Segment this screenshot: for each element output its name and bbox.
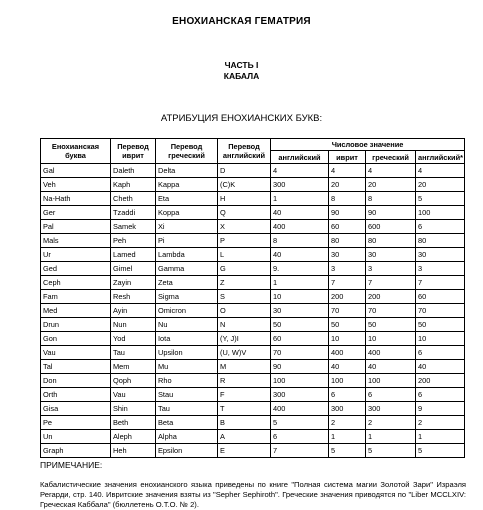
cell-greek: Kappa xyxy=(156,178,218,192)
cell-hebrew: Heh xyxy=(111,444,156,458)
cell-num-hebrew: 4 xyxy=(329,164,366,178)
cell-hebrew: Ayin xyxy=(111,304,156,318)
cell-greek: Delta xyxy=(156,164,218,178)
header-num-greek: греческий xyxy=(366,151,416,164)
table-row xyxy=(41,234,465,248)
cell-english: E xyxy=(218,444,271,458)
cell-num-english: 300 xyxy=(271,388,329,402)
cell-num-greek: 40 xyxy=(366,360,416,374)
cell-hebrew: Beth xyxy=(111,416,156,430)
cell-english: D xyxy=(218,164,271,178)
cell-hebrew: Mem xyxy=(111,360,156,374)
cell-enochian: Graph xyxy=(41,444,111,458)
table-row xyxy=(41,304,465,318)
table-row xyxy=(41,444,465,458)
cell-english: (Y, J)I xyxy=(218,332,271,346)
cell-english: M xyxy=(218,360,271,374)
cell-num-greek: 7 xyxy=(366,276,416,290)
cell-num-english-alt: 9 xyxy=(416,402,465,416)
cell-hebrew: Yod xyxy=(111,332,156,346)
cell-num-hebrew: 7 xyxy=(329,276,366,290)
cell-hebrew: Daleth xyxy=(111,164,156,178)
cell-greek: Mu xyxy=(156,360,218,374)
cell-english: Z xyxy=(218,276,271,290)
cell-hebrew: Zayin xyxy=(111,276,156,290)
cell-greek: Zeta xyxy=(156,276,218,290)
table-title: АТРИБУЦИЯ ЕНОХИАНСКИХ БУКВ: xyxy=(160,113,323,124)
cell-enochian: Gal xyxy=(41,164,111,178)
table-row xyxy=(41,164,465,178)
cell-num-english-alt: 100 xyxy=(416,206,465,220)
cell-english: O xyxy=(218,304,271,318)
cell-num-greek: 90 xyxy=(366,206,416,220)
cell-num-english-alt: 10 xyxy=(416,332,465,346)
part-number: ЧАСТЬ I xyxy=(224,60,259,70)
cell-english: H xyxy=(218,192,271,206)
cell-num-english: 7 xyxy=(271,444,329,458)
cell-english: (C)K xyxy=(218,178,271,192)
cell-num-hebrew: 60 xyxy=(329,220,366,234)
cell-num-hebrew: 80 xyxy=(329,234,366,248)
table-row xyxy=(41,416,465,430)
header-num-english: английский xyxy=(271,151,329,164)
cell-enochian: Gisa xyxy=(41,402,111,416)
part-heading xyxy=(0,60,483,82)
cell-english: P xyxy=(218,234,271,248)
cell-greek: Gamma xyxy=(156,262,218,276)
cell-num-greek: 5 xyxy=(366,444,416,458)
cell-num-greek: 30 xyxy=(366,248,416,262)
cell-greek: Upsilon xyxy=(156,346,218,360)
cell-num-english: 4 xyxy=(271,164,329,178)
table-row xyxy=(41,276,465,290)
cell-num-english: 8 xyxy=(271,234,329,248)
table-row xyxy=(41,192,465,206)
cell-num-hebrew: 70 xyxy=(329,304,366,318)
cell-num-greek: 200 xyxy=(366,290,416,304)
cell-enochian: Pal xyxy=(41,220,111,234)
cell-enochian: Un xyxy=(41,430,111,444)
cell-num-english-alt: 50 xyxy=(416,318,465,332)
cell-num-hebrew: 6 xyxy=(329,388,366,402)
cell-greek: Beta xyxy=(156,416,218,430)
cell-hebrew: Lamed xyxy=(111,248,156,262)
cell-num-hebrew: 8 xyxy=(329,192,366,206)
cell-num-english: 40 xyxy=(271,206,329,220)
table-row xyxy=(41,388,465,402)
cell-num-english-alt: 5 xyxy=(416,192,465,206)
cell-num-greek: 8 xyxy=(366,192,416,206)
cell-num-english-alt: 1 xyxy=(416,430,465,444)
note-label: ПРИМЕЧАНИЕ: xyxy=(40,460,103,470)
cell-num-greek: 100 xyxy=(366,374,416,388)
cell-num-hebrew: 30 xyxy=(329,248,366,262)
cell-num-english: 60 xyxy=(271,332,329,346)
cell-enochian: Med xyxy=(41,304,111,318)
cell-enochian: Fam xyxy=(41,290,111,304)
table-row xyxy=(41,360,465,374)
cell-num-english: 30 xyxy=(271,304,329,318)
cell-num-english-alt: 5 xyxy=(416,444,465,458)
cell-num-english: 5 xyxy=(271,416,329,430)
cell-num-english-alt: 20 xyxy=(416,178,465,192)
cell-num-english: 300 xyxy=(271,178,329,192)
gematria-table xyxy=(40,138,465,458)
cell-num-english-alt: 7 xyxy=(416,276,465,290)
cell-num-english-alt: 3 xyxy=(416,262,465,276)
cell-num-english: 400 xyxy=(271,220,329,234)
cell-num-english-alt: 80 xyxy=(416,234,465,248)
cell-num-hebrew: 40 xyxy=(329,360,366,374)
cell-greek: Nu xyxy=(156,318,218,332)
cell-enochian: Don xyxy=(41,374,111,388)
cell-num-english-alt: 6 xyxy=(416,388,465,402)
cell-enochian: Ur xyxy=(41,248,111,262)
cell-hebrew: Peh xyxy=(111,234,156,248)
cell-enochian: Na-Hath xyxy=(41,192,111,206)
header-row-top xyxy=(41,139,465,151)
table-row xyxy=(41,290,465,304)
cell-num-greek: 20 xyxy=(366,178,416,192)
cell-num-hebrew: 300 xyxy=(329,402,366,416)
cell-num-english-alt: 200 xyxy=(416,374,465,388)
cell-num-greek: 70 xyxy=(366,304,416,318)
cell-greek: Xi xyxy=(156,220,218,234)
cell-num-greek: 80 xyxy=(366,234,416,248)
cell-english: T xyxy=(218,402,271,416)
cell-hebrew: Aleph xyxy=(111,430,156,444)
cell-greek: Epsilon xyxy=(156,444,218,458)
cell-num-greek: 50 xyxy=(366,318,416,332)
cell-enochian: Ger xyxy=(41,206,111,220)
cell-num-hebrew: 100 xyxy=(329,374,366,388)
note-text: Кабалистические значения енохианского языка приведены по книге "Полная система магии Золотой Зари" Израэля Регарди, стр. 140. Ивритские значения взяты из "Sepher Sephiroth". Греческие значения приводятся по "Liber MCCLXIV: Греческая Каббала" (бюллетень О.Т.О. № 2). xyxy=(40,480,466,509)
cell-greek: Tau xyxy=(156,402,218,416)
cell-hebrew: Vau xyxy=(111,388,156,402)
cell-num-greek: 400 xyxy=(366,346,416,360)
header-english: Перевод английский xyxy=(218,139,271,164)
cell-num-hebrew: 3 xyxy=(329,262,366,276)
cell-english: Q xyxy=(218,206,271,220)
table-row xyxy=(41,248,465,262)
cell-hebrew: Tzaddi xyxy=(111,206,156,220)
cell-hebrew: Qoph xyxy=(111,374,156,388)
cell-hebrew: Resh xyxy=(111,290,156,304)
cell-greek: Rho xyxy=(156,374,218,388)
cell-enochian: Gon xyxy=(41,332,111,346)
part-name: КАБАЛА xyxy=(223,71,260,81)
cell-num-english: 100 xyxy=(271,374,329,388)
cell-enochian: Vau xyxy=(41,346,111,360)
header-num-hebrew: иврит xyxy=(329,151,366,164)
table-row xyxy=(41,430,465,444)
cell-english: L xyxy=(218,248,271,262)
cell-num-english: 50 xyxy=(271,318,329,332)
cell-num-english-alt: 4 xyxy=(416,164,465,178)
cell-hebrew: Tau xyxy=(111,346,156,360)
cell-english: F xyxy=(218,388,271,402)
cell-num-greek: 10 xyxy=(366,332,416,346)
cell-num-hebrew: 200 xyxy=(329,290,366,304)
cell-english: S xyxy=(218,290,271,304)
cell-english: B xyxy=(218,416,271,430)
cell-num-english: 40 xyxy=(271,248,329,262)
cell-num-hebrew: 20 xyxy=(329,178,366,192)
table-row xyxy=(41,318,465,332)
cell-english: R xyxy=(218,374,271,388)
cell-num-english: 1 xyxy=(271,276,329,290)
table-row xyxy=(41,220,465,234)
table-row xyxy=(41,206,465,220)
cell-num-greek: 4 xyxy=(366,164,416,178)
cell-num-english: 10 xyxy=(271,290,329,304)
cell-num-greek: 2 xyxy=(366,416,416,430)
cell-greek: Koppa xyxy=(156,206,218,220)
cell-greek: Iota xyxy=(156,332,218,346)
cell-num-english-alt: 6 xyxy=(416,346,465,360)
cell-english: X xyxy=(218,220,271,234)
header-num-english-alt: английский* xyxy=(416,151,465,164)
cell-num-english: 6 xyxy=(271,430,329,444)
document-title: ЕНОХИАНСКАЯ ГЕМАТРИЯ xyxy=(172,16,311,27)
table-body xyxy=(41,164,465,458)
table-row xyxy=(41,262,465,276)
cell-num-hebrew: 90 xyxy=(329,206,366,220)
cell-num-greek: 300 xyxy=(366,402,416,416)
cell-num-english: 400 xyxy=(271,402,329,416)
cell-enochian: Mals xyxy=(41,234,111,248)
cell-num-english: 9. xyxy=(271,262,329,276)
header-hebrew: Перевод иврит xyxy=(111,139,156,164)
header-enochian: Енохианская буква xyxy=(41,139,111,164)
cell-num-english: 90 xyxy=(271,360,329,374)
cell-hebrew: Gimel xyxy=(111,262,156,276)
table-row xyxy=(41,346,465,360)
cell-english: (U, W)V xyxy=(218,346,271,360)
cell-greek: Sigma xyxy=(156,290,218,304)
cell-english: N xyxy=(218,318,271,332)
cell-num-english: 1 xyxy=(271,192,329,206)
cell-num-hebrew: 1 xyxy=(329,430,366,444)
cell-enochian: Ged xyxy=(41,262,111,276)
cell-num-english-alt: 70 xyxy=(416,304,465,318)
cell-num-greek: 6 xyxy=(366,388,416,402)
table-row xyxy=(41,178,465,192)
cell-enochian: Orth xyxy=(41,388,111,402)
cell-num-greek: 3 xyxy=(366,262,416,276)
cell-num-english-alt: 40 xyxy=(416,360,465,374)
table-row xyxy=(41,374,465,388)
cell-num-hebrew: 2 xyxy=(329,416,366,430)
cell-enochian: Drun xyxy=(41,318,111,332)
cell-greek: Alpha xyxy=(156,430,218,444)
header-greek: Перевод греческий xyxy=(156,139,218,164)
cell-english: G xyxy=(218,262,271,276)
cell-num-hebrew: 5 xyxy=(329,444,366,458)
cell-hebrew: Samek xyxy=(111,220,156,234)
cell-num-greek: 1 xyxy=(366,430,416,444)
table-row xyxy=(41,402,465,416)
cell-english: A xyxy=(218,430,271,444)
cell-greek: Eta xyxy=(156,192,218,206)
cell-num-hebrew: 10 xyxy=(329,332,366,346)
cell-greek: Stau xyxy=(156,388,218,402)
cell-enochian: Pe xyxy=(41,416,111,430)
cell-num-english-alt: 60 xyxy=(416,290,465,304)
cell-greek: Pi xyxy=(156,234,218,248)
cell-enochian: Tal xyxy=(41,360,111,374)
header-numeric-value: Числовое значение xyxy=(271,139,465,151)
cell-hebrew: Kaph xyxy=(111,178,156,192)
cell-enochian: Veh xyxy=(41,178,111,192)
cell-enochian: Ceph xyxy=(41,276,111,290)
cell-num-english: 70 xyxy=(271,346,329,360)
cell-num-hebrew: 50 xyxy=(329,318,366,332)
cell-greek: Omicron xyxy=(156,304,218,318)
cell-hebrew: Shin xyxy=(111,402,156,416)
table-row xyxy=(41,332,465,346)
cell-num-english-alt: 30 xyxy=(416,248,465,262)
cell-hebrew: Cheth xyxy=(111,192,156,206)
cell-num-hebrew: 400 xyxy=(329,346,366,360)
cell-num-english-alt: 2 xyxy=(416,416,465,430)
cell-hebrew: Nun xyxy=(111,318,156,332)
cell-greek: Lambda xyxy=(156,248,218,262)
cell-num-english-alt: 6 xyxy=(416,220,465,234)
cell-num-greek: 600 xyxy=(366,220,416,234)
